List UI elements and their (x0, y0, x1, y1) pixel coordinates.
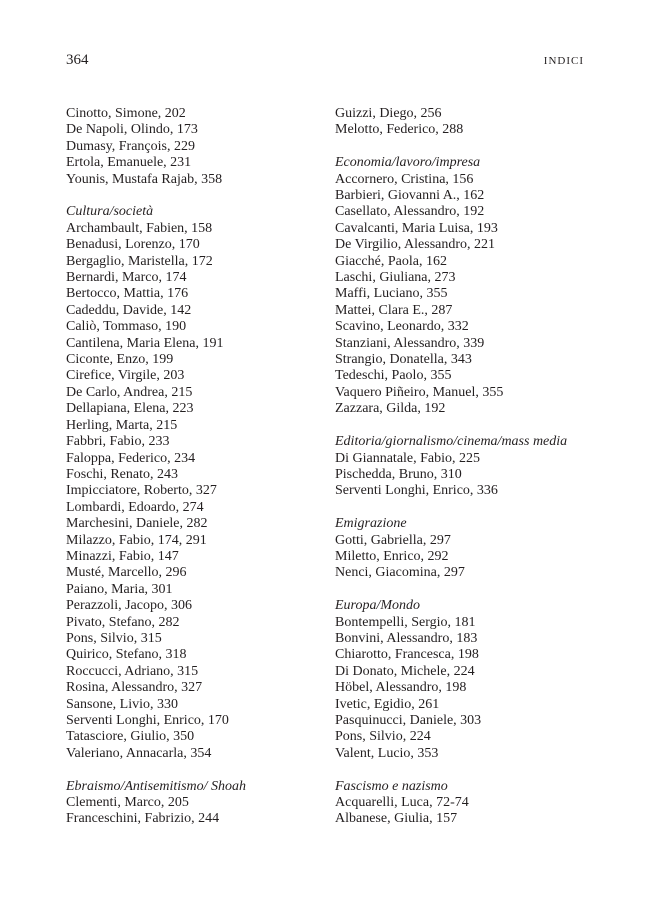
section-heading: Editoria/giornalismo/cinema/mass media (335, 434, 568, 450)
index-entry: Di Donato, Michele, 224 (335, 663, 475, 679)
index-entry: Maffi, Luciano, 355 (335, 286, 448, 302)
index-entry: Pivato, Stefano, 282 (66, 614, 180, 630)
index-entry: Nenci, Giacomina, 297 (335, 565, 465, 581)
index-entry: Pasquinucci, Daniele, 303 (335, 712, 482, 728)
index-entry: Cinotto, Simone, 202 (66, 106, 186, 121)
section-heading: Emigrazione (335, 516, 407, 532)
index-entry: Gotti, Gabriella, 297 (335, 532, 451, 548)
index-entry: Foschi, Renato, 243 (66, 466, 178, 482)
index-entry: Ertola, Emanuele, 231 (66, 155, 192, 171)
section-gap (335, 139, 595, 155)
index-entry: Ivetic, Egidio, 261 (335, 696, 440, 712)
index-entry: Pischedda, Bruno, 310 (335, 466, 462, 482)
index-entry: Sansone, Livio, 330 (66, 696, 178, 712)
index-entry: Cantilena, Maria Elena, 191 (66, 335, 224, 351)
index-entry: Zazzara, Gilda, 192 (335, 401, 446, 417)
index-entry: Bonvini, Alessandro, 183 (335, 630, 478, 646)
index-entry: Valeriano, Annacarla, 354 (66, 745, 212, 761)
index-entry: Younis, Mustafa Rajab, 358 (66, 171, 223, 187)
index-entry: Minazzi, Fabio, 147 (66, 548, 179, 564)
index-entry: Barbieri, Giovanni A., 162 (335, 188, 485, 204)
index-entry: Höbel, Alessandro, 198 (335, 680, 467, 696)
section-gap (66, 188, 326, 204)
index-entry: Guizzi, Diego, 256 (335, 106, 442, 121)
section-heading: Economia/lavoro/impresa (335, 155, 481, 171)
index-entry: Caliò, Tommaso, 190 (66, 319, 187, 335)
index-entry: Fabbri, Fabio, 233 (66, 434, 170, 450)
index-entry: Ciconte, Enzo, 199 (66, 352, 174, 368)
index-entry: Pons, Silvio, 224 (335, 729, 431, 745)
running-head: INDICI (543, 55, 584, 67)
index-entry: Tatasciore, Giulio, 350 (66, 729, 195, 745)
index-entry: Cadeddu, Davide, 142 (66, 302, 192, 318)
index-column-right (335, 106, 595, 828)
index-entry: Valent, Lucio, 353 (335, 745, 439, 761)
index-entry: Mattei, Clara E., 287 (335, 302, 453, 318)
index-entry: Dellapiana, Elena, 223 (66, 401, 194, 417)
index-entry: Perazzoli, Jacopo, 306 (66, 598, 192, 614)
section-gap (335, 500, 595, 516)
index-entry: Cirefice, Virgile, 203 (66, 368, 185, 384)
index-entry: Vaquero Piñeiro, Manuel, 355 (335, 384, 504, 400)
index-entry: Giacché, Paola, 162 (335, 253, 447, 269)
index-entry: Paiano, Maria, 301 (66, 581, 173, 597)
section-gap (66, 762, 326, 778)
index-entry: Serventi Longhi, Enrico, 336 (335, 483, 498, 499)
page-number: 364 (66, 52, 89, 68)
index-entry: De Carlo, Andrea, 215 (66, 384, 193, 400)
index-entry: De Virgilio, Alessandro, 221 (335, 237, 496, 253)
index-entry: Bontempelli, Sergio, 181 (335, 614, 476, 630)
index-entry: Archambault, Fabien, 158 (66, 220, 213, 236)
section-gap (335, 418, 595, 434)
section-heading: Cultura/società (66, 204, 154, 220)
index-entry: Milazzo, Fabio, 174, 291 (66, 532, 207, 548)
index-entry: Tedeschi, Paolo, 355 (335, 368, 452, 384)
index-entry: Dumasy, François, 229 (66, 138, 195, 154)
index-entry: Scavino, Leonardo, 332 (335, 319, 469, 335)
section-gap (335, 762, 595, 778)
section-heading: Ebraismo/Antisemitismo/ Shoah (66, 778, 247, 794)
index-entry: Bertocco, Mattia, 176 (66, 286, 189, 302)
index-entry: Strangio, Donatella, 343 (335, 352, 472, 368)
index-entry: Accornero, Cristina, 156 (335, 171, 474, 187)
index-entry: Laschi, Giuliana, 273 (335, 270, 456, 286)
index-entry: Bergaglio, Maristella, 172 (66, 253, 213, 269)
index-entry: Impicciatore, Roberto, 327 (66, 483, 217, 499)
index-entry: Albanese, Giulia, 157 (335, 811, 458, 827)
index-entry: Roccucci, Adriano, 315 (66, 663, 199, 679)
index-entry: Lombardi, Edoardo, 274 (66, 499, 204, 515)
index-entry: Stanziani, Alessandro, 339 (335, 335, 485, 351)
index-entry: Cavalcanti, Maria Luisa, 193 (335, 220, 498, 236)
index-entry: Rosina, Alessandro, 327 (66, 680, 203, 696)
section-heading: Fascismo e nazismo (335, 778, 448, 794)
index-entry: Casellato, Alessandro, 192 (335, 204, 485, 220)
index-entry: Miletto, Enrico, 292 (335, 548, 449, 564)
index-entry: Di Giannatale, Fabio, 225 (335, 450, 481, 466)
index-entry: Bernardi, Marco, 174 (66, 270, 187, 286)
index-entry: Chiarotto, Francesca, 198 (335, 647, 479, 663)
section-heading: Europa/Mondo (335, 598, 421, 614)
index-entry: Herling, Marta, 215 (66, 417, 178, 433)
index-entry: Faloppa, Federico, 234 (66, 450, 196, 466)
index-entry: Musté, Marcello, 296 (66, 565, 187, 581)
index-entry: Clementi, Marco, 205 (66, 795, 189, 811)
index-entry: Franceschini, Fabrizio, 244 (66, 811, 220, 827)
index-entry: Melotto, Federico, 288 (335, 122, 464, 138)
index-entry: Pons, Silvio, 315 (66, 630, 162, 646)
index-entry: Benadusi, Lorenzo, 170 (66, 237, 200, 253)
index-entry: Quirico, Stefano, 318 (66, 647, 187, 663)
index-entry: De Napoli, Olindo, 173 (66, 122, 198, 138)
section-gap (335, 582, 595, 598)
index-entry: Marchesini, Daniele, 282 (66, 516, 208, 532)
index-entry: Acquarelli, Luca, 72-74 (335, 794, 469, 810)
index-entry: Serventi Longhi, Enrico, 170 (66, 713, 229, 729)
index-column-left (66, 106, 326, 828)
